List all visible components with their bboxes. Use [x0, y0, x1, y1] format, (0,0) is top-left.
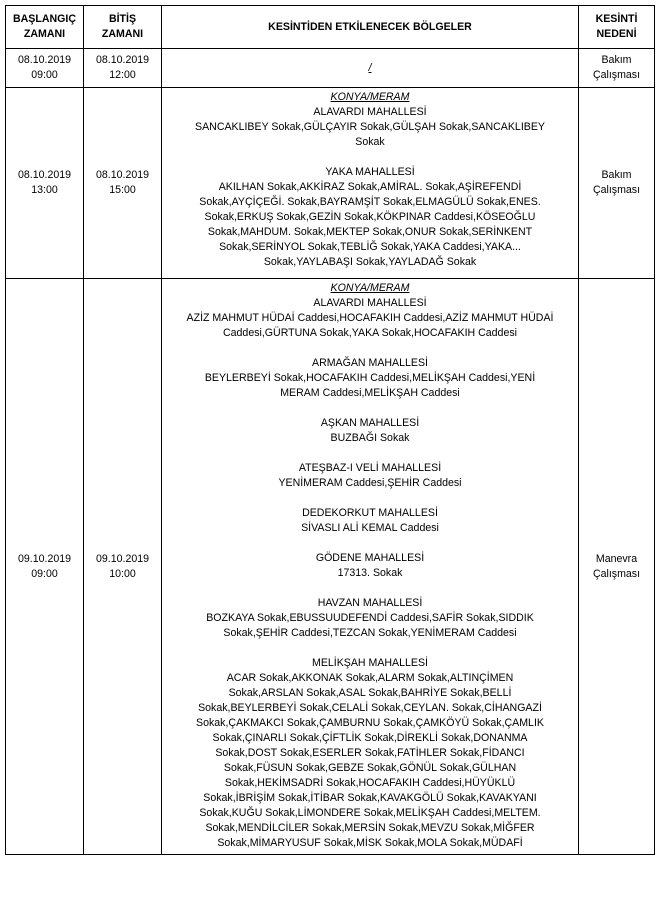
city-label: KONYA/MERAM	[330, 91, 410, 103]
start-cell	[6, 88, 84, 279]
reason-line2: Çalışması	[592, 69, 641, 81]
header-end	[84, 6, 162, 49]
street-list-line: Sokak,ÇINARLI Sokak,ÇİFTLİK Sokak,DİREKLİ Sokak,DONANMA	[212, 732, 528, 744]
end-date: 08.10.2019	[95, 169, 150, 181]
regions-cell	[162, 279, 579, 855]
street-list-line: SİVASLI ALİ KEMAL Caddesi	[301, 522, 439, 534]
block-spacer	[168, 446, 572, 461]
header-end-line1: BİTİŞ	[108, 13, 137, 25]
reason-cell	[579, 88, 655, 279]
reason-line1: Bakım	[601, 169, 632, 181]
header-row	[6, 6, 655, 49]
end-cell	[84, 49, 162, 88]
header-reason-line1: KESİNTİ	[595, 13, 638, 25]
start-cell	[6, 279, 84, 855]
end-time: 15:00	[109, 184, 136, 196]
end-date: 09.10.2019	[95, 552, 150, 565]
city-label: KONYA/MERAM	[330, 282, 410, 294]
street-list-line: ACAR Sokak,AKKONAK Sokak,ALARM Sokak,ALTINÇİMEN	[226, 672, 514, 684]
block-spacer	[168, 641, 572, 656]
end-time: 10:00	[109, 567, 136, 580]
start-date: 08.10.2019	[17, 54, 72, 66]
table-row	[6, 279, 655, 855]
street-list-line: BOZKAYA Sokak,EBUSSUUDEFENDİ Caddesi,SAFİR Sokak,SIDDIK	[206, 612, 534, 624]
block-spacer	[168, 401, 572, 416]
header-start-line1: BAŞLANGIÇ	[13, 13, 76, 25]
block-spacer	[168, 581, 572, 596]
street-list-line: Sokak,İBRİŞİM Sokak,İTİBAR Sokak,KAVAKGÖLÜ Sokak,KAVAKYANI	[203, 792, 537, 804]
street-list-line: MERAM Caddesi,MELİKŞAH Caddesi	[280, 387, 460, 399]
street-list-line: YENİMERAM Caddesi,ŞEHİR Caddesi	[278, 477, 462, 489]
neighborhood-name: HAVZAN MAHALLESİ	[317, 597, 423, 609]
reason-line1: Manevra	[595, 552, 638, 565]
street-list-line: AKILHAN Sokak,AKKİRAZ Sokak,AMİRAL. Sokak,AŞİREFENDİ	[218, 181, 522, 193]
header-end-line2: ZAMANI	[101, 28, 144, 40]
header-regions: KESİNTİDEN ETKİLENECEK BÖLGELER	[162, 6, 579, 49]
street-list-line: Sokak,DOST Sokak,ESERLER Sokak,FATİHLER Sokak,FİDANCI	[215, 747, 525, 759]
street-list-line: BEYLERBEYİ Sokak,HOCAFAKIH Caddesi,MELİKŞAH Caddesi,YENİ	[204, 372, 536, 384]
header-reason	[579, 6, 655, 49]
outage-table	[5, 5, 655, 855]
street-list-line: 17313. Sokak	[337, 567, 403, 579]
neighborhood-name: DEDEKORKUT MAHALLESİ	[302, 507, 438, 519]
header-reason-line2: NEDENİ	[596, 28, 637, 40]
street-list-line: Sokak,ÇAKMAKCI Sokak,ÇAMBURNU Sokak,ÇAMKÖYÜ Sokak,ÇAMLIK	[196, 717, 544, 729]
neighborhood-name: ALAVARDI MAHALLESİ	[313, 297, 427, 309]
neighborhood-name: GÖDENE MAHALLESİ	[315, 552, 425, 564]
start-date: 08.10.2019	[17, 169, 72, 181]
neighborhood-name: AŞKAN MAHALLESİ	[320, 417, 420, 429]
neighborhood-name: MELİKŞAH MAHALLESİ	[312, 657, 428, 669]
street-list-line: BUZBAĞI Sokak	[330, 432, 410, 444]
block-spacer	[168, 491, 572, 506]
start-date: 09.10.2019	[17, 552, 72, 565]
street-list-line: Sokak	[355, 136, 385, 148]
reason-line2: Çalışması	[592, 567, 641, 580]
street-list-line: AZİZ MAHMUT HÜDAİ Caddesi,HOCAFAKIH Caddesi,AZİZ MAHMUT HÜDAİ	[186, 312, 554, 324]
block-spacer	[168, 150, 572, 165]
neighborhood-name: ARMAĞAN MAHALLESİ	[312, 357, 428, 369]
end-cell	[84, 279, 162, 855]
start-time: 09:00	[31, 567, 58, 580]
street-list-line: Sokak,FÜSUN Sokak,GEBZE Sokak,GÖNÜL Sokak,GÜLHAN	[223, 762, 517, 774]
start-time: 13:00	[31, 184, 58, 196]
reason-line1: Bakım	[601, 54, 632, 66]
block-spacer	[168, 536, 572, 551]
street-list-line: SANCAKLIBEY Sokak,GÜLÇAYIR Sokak,GÜLŞAH Sokak,SANCAKLIBEY	[195, 121, 545, 133]
street-list-line: Sokak,AYÇİÇEĞİ. Sokak,BAYRAMŞİT Sokak,ELMAGÜLÜ Sokak,ENES.	[199, 196, 541, 208]
reason-line2: Çalışması	[592, 184, 641, 196]
street-list-line: Sokak,SERİNYOL Sokak,TEBLİĞ Sokak,YAKA Caddesi,YAKA...	[219, 241, 521, 253]
regions-cell	[162, 88, 579, 279]
street-list-line: Sokak,HEKİMSADRİ Sokak,HOCAFAKIH Caddesi,HÜYÜKLÜ	[224, 777, 516, 789]
street-list-line: Sokak,ARSLAN Sokak,ASAL Sokak,BAHRİYE Sokak,BELLİ	[228, 687, 512, 699]
street-list-line: Sokak,KUĞU Sokak,LİMONDERE Sokak,MELİKŞAH Caddesi,MELTEM.	[199, 807, 541, 819]
neighborhood-name: ALAVARDI MAHALLESİ	[313, 106, 427, 118]
table-row	[6, 49, 655, 88]
regions-cell	[162, 49, 579, 88]
reason-cell	[579, 279, 655, 855]
street-list-line: Sokak,MAHDUM. Sokak,MEKTEP Sokak,ONUR Sokak,SERİNKENT	[207, 226, 533, 238]
end-date: 08.10.2019	[95, 54, 150, 66]
city-label: /	[368, 61, 372, 74]
neighborhood-name: YAKA MAHALLESİ	[325, 166, 415, 178]
header-start-line2: ZAMANI	[23, 28, 66, 40]
header-start	[6, 6, 84, 49]
table-row	[6, 88, 655, 279]
street-list-line: Sokak,ŞEHİR Caddesi,TEZCAN Sokak,YENİMERAM Caddesi	[223, 627, 517, 639]
neighborhood-name: ATEŞBAZ-I VELİ MAHALLESİ	[298, 462, 442, 474]
street-list-line: Sokak,MENDİLCİLER Sokak,MERSİN Sokak,MEVZU Sokak,MİĞFER	[205, 822, 535, 834]
reason-cell	[579, 49, 655, 88]
end-cell	[84, 88, 162, 279]
street-list-line: Sokak,MİMARYUSUF Sokak,MİSK Sokak,MOLA Sokak,MÜDAFİ	[217, 837, 523, 849]
street-list-line: Sokak,YAYLABAŞI Sokak,YAYLADAĞ Sokak	[263, 256, 477, 268]
street-list-line: Sokak,BEYLERBEYİ Sokak,CELALİ Sokak,CEYLAN. Sokak,CİHANGAZİ	[198, 702, 542, 714]
street-list-line: Caddesi,GÜRTUNA Sokak,YAKA Sokak,HOCAFAKIH Caddesi	[223, 327, 517, 339]
block-spacer	[168, 341, 572, 356]
start-time: 09:00	[31, 69, 58, 81]
start-cell	[6, 49, 84, 88]
end-time: 12:00	[109, 69, 136, 81]
street-list-line: Sokak,ERKUŞ Sokak,GEZİN Sokak,KÖKPINAR Caddesi,KÖSEOĞLU	[204, 211, 536, 223]
